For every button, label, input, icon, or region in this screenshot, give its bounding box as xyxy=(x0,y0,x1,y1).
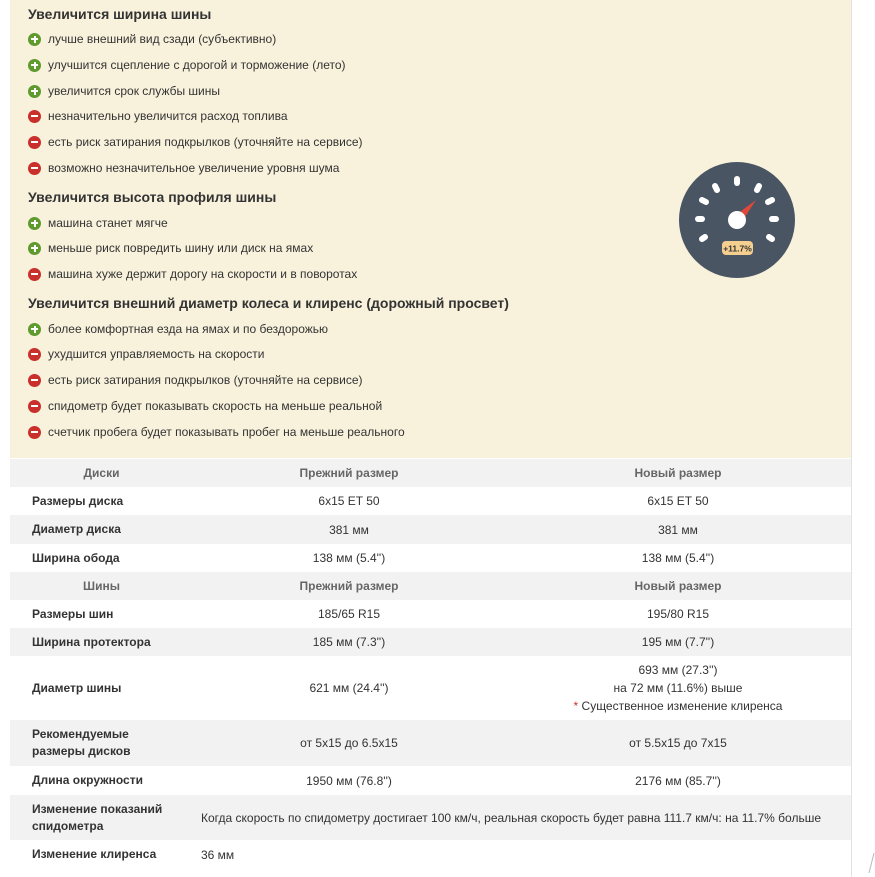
effect-item: незначительно увеличится расход топлива xyxy=(28,108,288,124)
profile-heading: Увеличится высота профиля шины xyxy=(28,189,277,205)
effect-item: лучше внешний вид сзади (субъективно) xyxy=(28,31,276,47)
table-header-row xyxy=(10,572,851,600)
table-row: Рекомендуемые размеры дисков от 5x15 до 6.5x15 от 5.5x15 до 7x15 xyxy=(10,720,851,766)
plus-icon xyxy=(28,217,41,230)
minus-icon xyxy=(28,110,41,123)
table-row: Ширина протектора 185 мм (7.3'') 195 мм (7.7'') xyxy=(10,628,851,656)
minus-icon xyxy=(28,348,41,361)
speedometer-hub xyxy=(728,211,746,229)
table-row: Изменение клиренса 36 мм xyxy=(10,840,851,869)
table-row: Длина окружности 1950 мм (76.8'') 2176 мм (85.7'') xyxy=(10,766,851,795)
effect-item: есть риск затирания подкрылков (уточняйте на сервисе) xyxy=(28,134,363,150)
effect-item: возможно незначительное увеличение уровня шума xyxy=(28,160,339,176)
effect-item: ухудшится управляемость на скорости xyxy=(28,346,265,362)
effect-item: счетчик пробега будет показывать пробег на меньше реального xyxy=(28,424,405,440)
effect-item: увеличится срок службы шины xyxy=(28,83,220,99)
speedometer-badge: +11.7% xyxy=(723,243,752,254)
table-row: Ширина обода 138 мм (5.4'') 138 мм (5.4'') xyxy=(10,544,851,572)
table-row: Диаметр диска 381 мм 381 мм xyxy=(10,515,851,544)
minus-icon xyxy=(28,268,41,281)
discs-header: Диски xyxy=(10,459,193,487)
effect-item: меньше риск повредить шину или диск на ямах xyxy=(28,240,313,256)
effect-item: есть риск затирания подкрылков (уточняйте на сервисе) xyxy=(28,372,363,388)
plus-icon xyxy=(28,242,41,255)
effect-item: более комфортная езда на ямах и по бездорожью xyxy=(28,321,328,337)
minus-icon xyxy=(28,400,41,413)
table-row: Размеры диска 6x15 ET 50 6x15 ET 50 xyxy=(10,487,851,515)
page-border xyxy=(851,0,852,877)
minus-icon xyxy=(28,136,41,149)
plus-icon xyxy=(28,85,41,98)
old-size-header: Прежний размер xyxy=(193,572,505,600)
table-row: Размеры шин 185/65 R15 195/80 R15 xyxy=(10,600,851,628)
new-size-header: Новый размер xyxy=(505,459,851,487)
effect-item: улучшится сцепление с дорогой и торможение (лето) xyxy=(28,57,346,73)
effect-item: машина хуже держит дорогу на скорости и в поворотах xyxy=(28,266,357,282)
table-header-row xyxy=(10,459,851,487)
effect-item: спидометр будет показывать скорость на меньше реальной xyxy=(28,398,382,414)
plus-icon xyxy=(28,323,41,336)
minus-icon xyxy=(28,162,41,175)
old-size-header: Прежний размер xyxy=(193,459,505,487)
width-heading: Увеличится ширина шины xyxy=(28,6,212,22)
plus-icon xyxy=(28,33,41,46)
minus-icon xyxy=(28,374,41,387)
minus-icon xyxy=(28,426,41,439)
spec-table xyxy=(10,459,851,869)
tires-header: Шины xyxy=(10,572,193,600)
resize-handle-icon[interactable] xyxy=(868,852,875,874)
warning-asterisk: * xyxy=(573,699,579,713)
table-row: Изменение показаний спидометра Когда скорость по спидометру достигает 100 км/ч, реальная скорость будет равна 111.7 км/ч: на 11.7% больше xyxy=(10,795,851,840)
table-row: Диаметр шины 621 мм (24.4'') 693 мм (27.3'') на 72 мм (11.6%) выше * Существенное изменение клиренса xyxy=(10,656,851,720)
new-size-header: Новый размер xyxy=(505,572,851,600)
effect-item: машина станет мягче xyxy=(28,215,168,231)
plus-icon xyxy=(28,59,41,72)
diameter-heading: Увеличится внешний диаметр колеса и клиренс (дорожный просвет) xyxy=(28,295,509,311)
speedometer-icon xyxy=(679,162,795,278)
